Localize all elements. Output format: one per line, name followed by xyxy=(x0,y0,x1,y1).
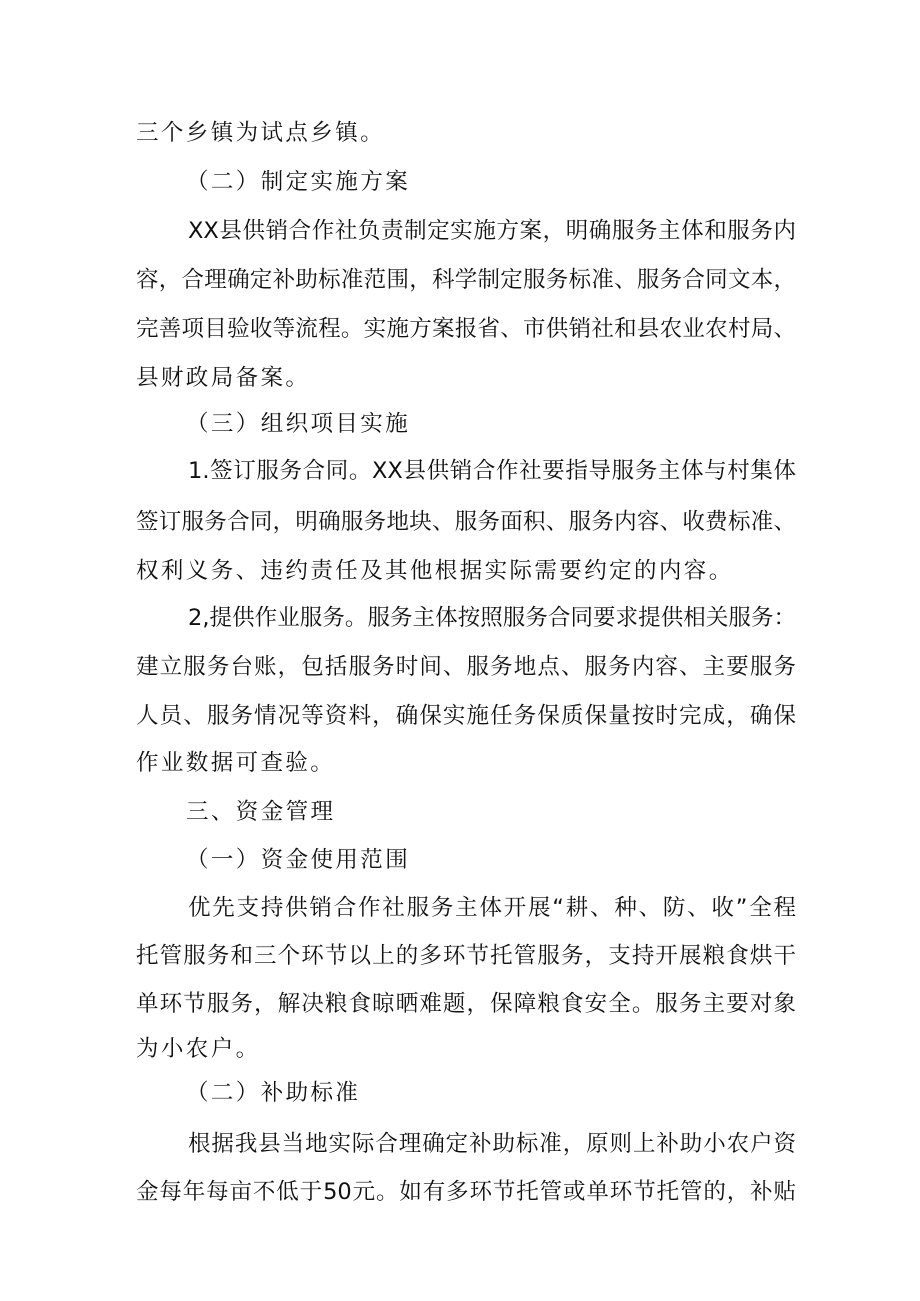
body-text-line: 容，合理确定补助标准范围，科学制定服务标准、服务合同文本， xyxy=(136,267,796,293)
body-text-line: 建立服务台账，包括服务时间、服务地点、服务内容、主要服务 xyxy=(136,654,796,680)
section-heading: （三）组织项目实施 xyxy=(186,411,411,437)
body-text-line: 单环节服务，解决粮食晾晒难题，保障粮食安全。服务主要对象 xyxy=(136,991,796,1017)
paragraph-first-line: 1.签订服务合同。XX县供销合作社要指导服务主体与村集体 xyxy=(188,458,796,484)
section-heading: （一）资金使用范围 xyxy=(186,847,411,873)
paragraph-first-line: 优先支持供销合作社服务主体开展“耕、种、防、收”全程 xyxy=(188,895,796,921)
paragraph-first-line: 根据我县当地实际合理确定补助标准，原则上补助小农户资 xyxy=(188,1131,796,1157)
body-text-line: 县财政局备案。 xyxy=(136,365,311,391)
paragraph-first-line: 2,提供作业服务。服务主体按照服务合同要求提供相关服务： xyxy=(188,605,796,631)
section-heading: （二）补助标准 xyxy=(186,1080,361,1106)
body-text-line: 完善项目验收等流程。实施方案报省、市供销社和县农业农村局、 xyxy=(136,316,796,342)
body-text-line: 金每年每亩不低于50元。如有多环节托管或单环节托管的，补贴 xyxy=(136,1179,796,1205)
body-text-line: 作业数据可查验。 xyxy=(136,750,336,776)
body-text-line: 为小农户。 xyxy=(136,1036,261,1062)
body-text-line: 人员、服务情况等资料，确保实施任务保质保量按时完成，确保 xyxy=(136,703,796,729)
body-text-line: 三个乡镇为试点乡镇。 xyxy=(136,120,386,146)
body-text-line: 托管服务和三个环节以上的多环节托管服务，支持开展粮食烘干 xyxy=(136,943,796,969)
body-text-line: 签订服务合同，明确服务地块、服务面积、服务内容、收费标准、 xyxy=(136,509,796,535)
paragraph-first-line: XX县供销合作社负责制定实施方案，明确服务主体和服务内 xyxy=(188,218,796,244)
body-text-line: 权利义务、违约责任及其他根据实际需要约定的内容。 xyxy=(136,558,734,584)
chapter-heading: 三、资金管理 xyxy=(186,799,336,825)
section-heading: （二）制定实施方案 xyxy=(186,169,411,195)
